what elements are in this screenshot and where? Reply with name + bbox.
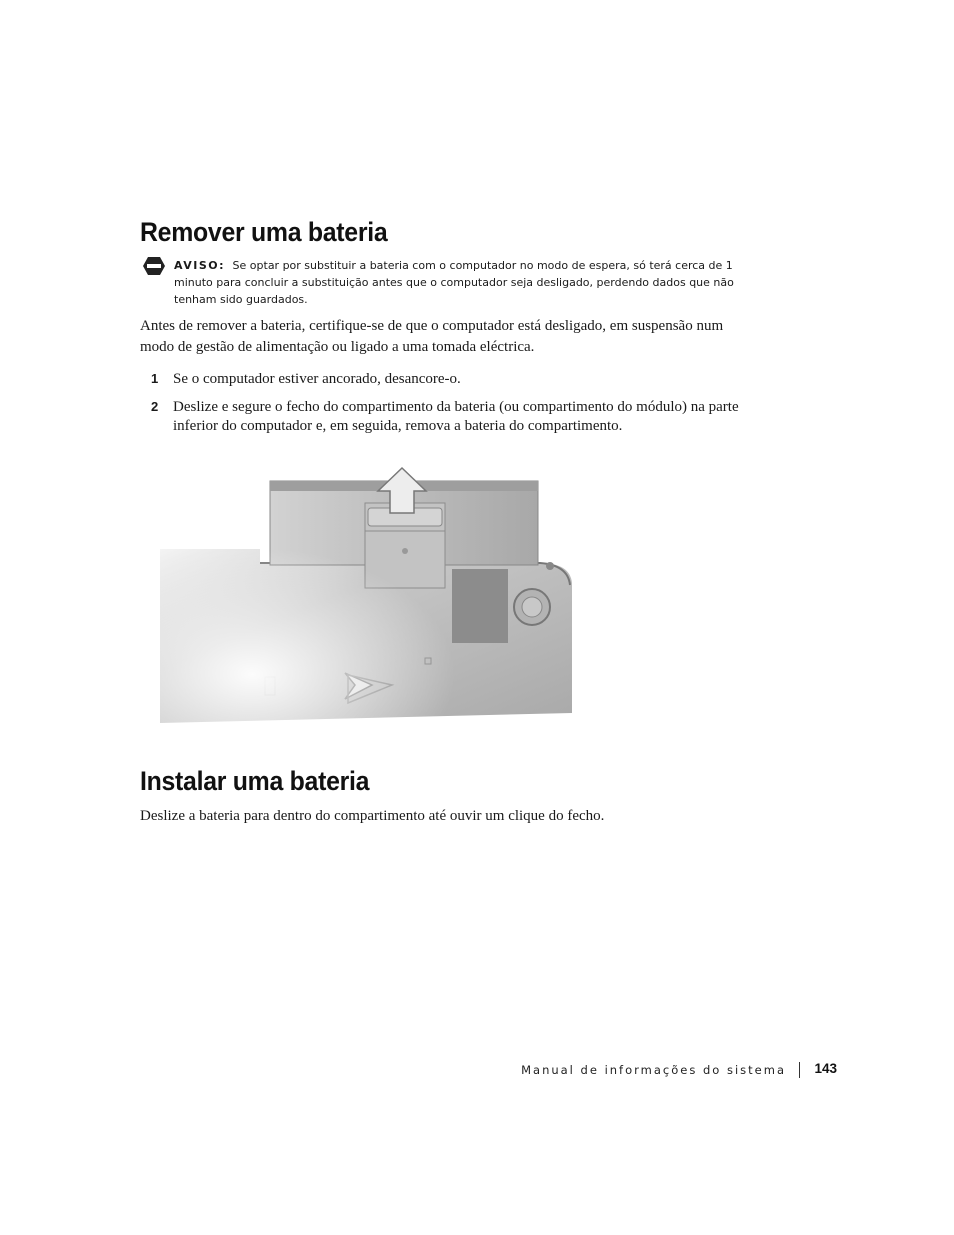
step-number: 1 (151, 371, 159, 386)
section-title-remove-battery: Remover uma bateria (140, 217, 388, 247)
notice-message: Se optar por substituir a bateria com o computador no modo de espera, só terá cerca de 1 minuto para concluir a substituição antes que o computador seja desligado, perdendo dados que não tenham sido guardados. (174, 259, 734, 306)
step-number: 2 (151, 399, 159, 414)
page-footer (521, 1061, 840, 1081)
section-title-install-battery: Instalar uma bateria (140, 766, 370, 796)
notice-icon (142, 256, 166, 276)
footer-manual-title: Manual de informações do sistema (521, 1063, 786, 1077)
battery-removal-illustration (140, 463, 590, 745)
notice-label: AVISO: (174, 259, 226, 272)
notice-text-block (174, 257, 744, 308)
install-paragraph: Deslize a bateria para dentro do compartimento até ouvir um clique do fecho. (140, 808, 605, 824)
step-text: Deslize e segure o fecho do compartimento da bateria (ou compartimento do módulo) na parte inferior do computador e, em seguida, remova a bateria do compartimento. (173, 399, 739, 434)
page-number: 143 (814, 1061, 837, 1076)
intro-paragraph: Antes de remover a bateria, certifique-se de que o computador está desligado, em suspensão num modo de gestão de alimentação ou ligado a uma tomada eléctrica. (140, 318, 724, 355)
step-text: Se o computador estiver ancorado, desancore-o. (173, 371, 461, 387)
footer-separator (799, 1062, 800, 1078)
